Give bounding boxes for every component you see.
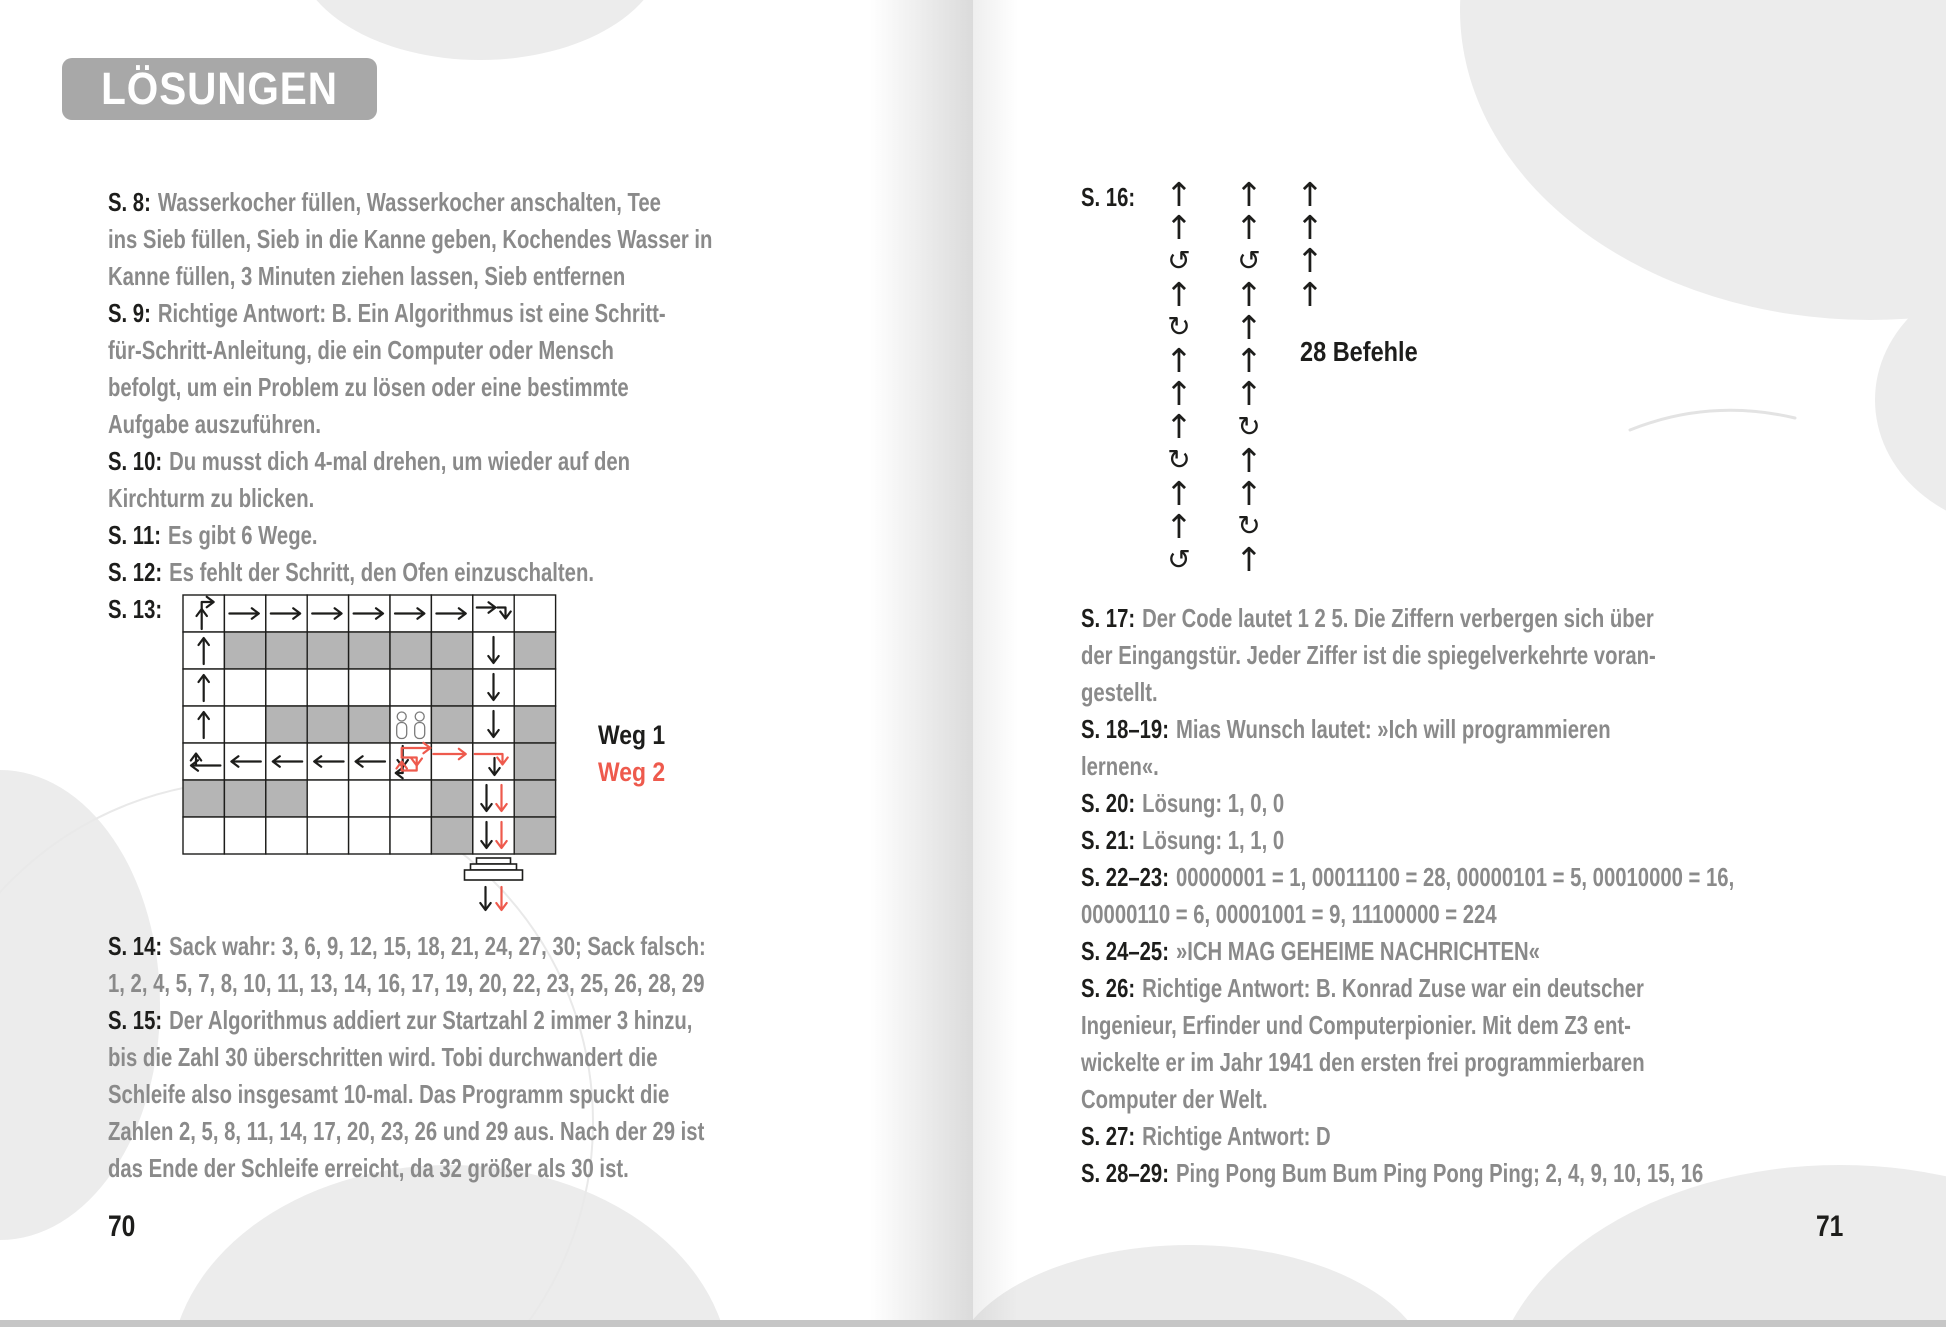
solution-line <box>108 221 712 258</box>
s16-label: S. 16: <box>1081 182 1136 212</box>
turn-left-icon: ↺ <box>1237 243 1261 277</box>
solution-text: das Ende der Schleife erreicht, da 32 größer als 30 ist. <box>108 1153 629 1183</box>
s16-arrow-column-1 <box>1157 175 1201 576</box>
solution-page-label: S. 9: <box>108 298 151 328</box>
up-arrow-icon: ↑ <box>1165 374 1193 414</box>
solution-page-label: S. 27: <box>1081 1121 1136 1151</box>
solution-text: Kirchturm zu blicken. <box>108 483 315 513</box>
solution-line <box>1081 1081 1734 1118</box>
up-arrow-icon: ↑ <box>1235 208 1263 248</box>
solution-page-label: S. 28–29: <box>1081 1158 1169 1188</box>
befehle-count-label: 28 Befehle <box>1300 336 1418 367</box>
solution-text: Der Algorithmus addiert zur Startzahl 2 immer 3 hinzu, <box>169 1005 693 1035</box>
solution-text: Aufgabe auszuführen. <box>108 409 321 439</box>
solution-text: Kanne füllen, 3 Minuten ziehen lassen, Sieb entfernen <box>108 261 626 291</box>
solution-text: Zahlen 2, 5, 8, 11, 14, 17, 20, 23, 26 und 29 aus. Nach der 29 ist <box>108 1116 705 1146</box>
solution-text: der Eingangstür. Jeder Ziffer ist die spiegelverkehrte voran- <box>1081 640 1656 670</box>
left-solutions-top-block <box>108 184 712 591</box>
up-arrow-icon: ↑ <box>1296 208 1324 248</box>
decorative-blob <box>1460 0 1946 320</box>
solution-line <box>1081 970 1734 1007</box>
solution-line <box>1081 859 1734 896</box>
up-arrow-icon: ↑ <box>1296 241 1324 281</box>
s13-path-grid-diagram <box>182 594 558 926</box>
solution-page-label: S. 15: <box>108 1005 163 1035</box>
solution-line <box>108 1076 706 1113</box>
solution-line <box>108 1039 706 1076</box>
solution-line <box>1081 933 1734 970</box>
solutions-title-badge <box>62 58 377 120</box>
up-arrow-icon: ↑ <box>1296 274 1324 314</box>
up-arrow-icon: ↑ <box>1165 341 1193 381</box>
solution-text: »ICH MAG GEHEIME NACHRICHTEN« <box>1175 936 1540 966</box>
turn-left-icon: ↺ <box>1167 243 1191 277</box>
solution-text: Es gibt 6 Wege. <box>168 520 318 550</box>
solution-text: Wasserkocher füllen, Wasserkocher anschalten, Tee <box>157 187 661 217</box>
solution-text: für-Schritt-Anleitung, die ein Computer oder Mensch <box>108 335 614 365</box>
solution-text: ins Sieb füllen, Sieb in die Kanne geben, Kochendes Wasser in <box>108 224 713 254</box>
book-bottom-edge <box>0 1320 1946 1327</box>
page-number-right: 71 <box>1816 1210 1844 1243</box>
up-arrow-icon: ↑ <box>1235 473 1263 513</box>
turn-left-icon: ↺ <box>1167 542 1191 576</box>
solution-line <box>108 1113 706 1150</box>
solution-text: 00000110 = 6, 00001001 = 9, 11100000 = 224 <box>1081 899 1497 929</box>
solution-line <box>108 554 712 591</box>
solution-line <box>108 517 712 554</box>
solution-line <box>108 295 712 332</box>
solution-line <box>1081 896 1734 933</box>
solution-text: gestellt. <box>1081 677 1158 707</box>
solution-page-label: S. 26: <box>1081 973 1136 1003</box>
up-arrow-icon: ↑ <box>1165 175 1193 215</box>
turn-right-icon: ↻ <box>1167 443 1191 477</box>
up-arrow-icon: ↑ <box>1235 374 1263 414</box>
right-solutions-block <box>1081 600 1734 1192</box>
up-arrow-icon: ↑ <box>1235 175 1263 215</box>
solution-page-label: S. 20: <box>1081 788 1136 818</box>
up-arrow-icon: ↑ <box>1165 274 1193 314</box>
solution-line <box>108 1150 706 1187</box>
solution-text: 1, 2, 4, 5, 7, 8, 10, 11, 13, 14, 16, 17, 19, 20, 22, 23, 25, 26, 28, 29 <box>108 968 705 998</box>
solution-text: Richtige Antwort: B. Konrad Zuse war ein deutscher <box>1142 973 1644 1003</box>
solution-line <box>108 928 706 965</box>
solution-text: Mias Wunsch lautet: »Ich will programmieren <box>1175 714 1611 744</box>
solution-line <box>1081 748 1734 785</box>
weg1-legend: Weg 1 <box>598 720 666 750</box>
solution-line <box>1081 822 1734 859</box>
up-arrow-icon: ↑ <box>1165 473 1193 513</box>
solution-page-label: S. 12: <box>108 557 163 587</box>
solution-text: lernen«. <box>1081 751 1159 781</box>
solution-page-label: S. 14: <box>108 931 163 961</box>
solution-text: bis die Zahl 30 überschritten wird. Tobi durchwandert die <box>108 1042 658 1072</box>
solution-page-label: S. 18–19: <box>1081 714 1169 744</box>
solution-page-label: S. 22–23: <box>1081 862 1169 892</box>
up-arrow-icon: ↑ <box>1235 341 1263 381</box>
solution-text: Ping Pong Bum Bum Ping Pong Ping; 2, 4, 9, 10, 15, 16 <box>1175 1158 1704 1188</box>
solution-text: wickelte er im Jahr 1941 den ersten frei programmierbaren <box>1081 1047 1645 1077</box>
solution-line <box>1081 637 1734 674</box>
up-arrow-icon: ↑ <box>1165 407 1193 447</box>
solution-line <box>108 258 712 295</box>
up-arrow-icon: ↑ <box>1235 307 1263 347</box>
solution-line <box>108 480 712 517</box>
page-number-left: 70 <box>108 1210 136 1243</box>
turn-right-icon: ↻ <box>1167 310 1191 344</box>
decorative-blob <box>295 0 665 60</box>
solution-line <box>1081 1044 1734 1081</box>
solution-line <box>108 332 712 369</box>
solution-page-label: S. 24–25: <box>1081 936 1169 966</box>
left-solutions-bottom-block <box>108 928 706 1187</box>
solution-text: befolgt, um ein Problem zu lösen oder eine bestimmte <box>108 372 629 402</box>
solution-text: Lösung: 1, 1, 0 <box>1142 825 1285 855</box>
up-arrow-icon: ↑ <box>1235 440 1263 480</box>
solution-text: Schleife also insgesamt 10-mal. Das Programm spuckt die <box>108 1079 670 1109</box>
solution-page-label: S. 10: <box>108 446 163 476</box>
up-arrow-icon: ↑ <box>1165 208 1193 248</box>
book-fold-shadow-left <box>870 0 973 1327</box>
solution-line <box>1081 1155 1734 1192</box>
s16-arrow-column-2 <box>1227 175 1271 580</box>
solution-line <box>1081 1007 1734 1044</box>
solution-text: 00000001 = 1, 00011100 = 28, 00000101 = 5, 00010000 = 16, <box>1175 862 1735 892</box>
solution-line <box>1081 600 1734 637</box>
book-fold-shadow-right <box>973 0 1018 1327</box>
solution-text: Richtige Antwort: D <box>1142 1121 1331 1151</box>
solution-text: Ingenieur, Erfinder und Computerpionier. Mit dem Z3 ent- <box>1081 1010 1631 1040</box>
solution-line <box>108 184 712 221</box>
solution-page-label: S. 21: <box>1081 825 1136 855</box>
solution-line <box>1081 1118 1734 1155</box>
solution-text: Richtige Antwort: B. Ein Algorithmus ist eine Schritt- <box>157 298 666 328</box>
up-arrow-icon: ↑ <box>1165 506 1193 546</box>
solution-line <box>108 965 706 1002</box>
s13-label: S. 13: <box>108 594 163 624</box>
solution-text: Du musst dich 4-mal drehen, um wieder auf den <box>169 446 631 476</box>
solution-line <box>1081 785 1734 822</box>
solution-line <box>108 443 712 480</box>
weg2-legend: Weg 2 <box>598 757 666 787</box>
turn-right-icon: ↻ <box>1237 509 1261 543</box>
solution-text: Sack wahr: 3, 6, 9, 12, 15, 18, 21, 24, 27, 30; Sack falsch: <box>169 931 706 961</box>
solution-text: Lösung: 1, 0, 0 <box>1142 788 1285 818</box>
solution-page-label: S. 11: <box>108 520 161 550</box>
page-title: LÖSUNGEN <box>101 63 338 114</box>
solution-text: Der Code lautet 1 2 5. Die Ziffern verbergen sich über <box>1142 603 1654 633</box>
solution-text: Computer der Welt. <box>1081 1084 1268 1114</box>
solution-page-label: S. 17: <box>1081 603 1136 633</box>
up-arrow-icon: ↑ <box>1235 540 1263 580</box>
solution-text: Es fehlt der Schritt, den Ofen einzuschalten. <box>169 557 594 587</box>
solution-line <box>108 369 712 406</box>
solution-line <box>108 406 712 443</box>
decorative-arc <box>1600 380 1820 460</box>
s16-arrow-column-3 <box>1288 175 1332 314</box>
solution-line <box>108 1002 706 1039</box>
solution-line <box>1081 674 1734 711</box>
solution-line <box>1081 711 1734 748</box>
solution-page-label: S. 8: <box>108 187 151 217</box>
decorative-blob <box>950 1245 1430 1327</box>
up-arrow-icon: ↑ <box>1235 274 1263 314</box>
up-arrow-icon: ↑ <box>1296 175 1324 215</box>
turn-right-icon: ↻ <box>1237 409 1261 443</box>
